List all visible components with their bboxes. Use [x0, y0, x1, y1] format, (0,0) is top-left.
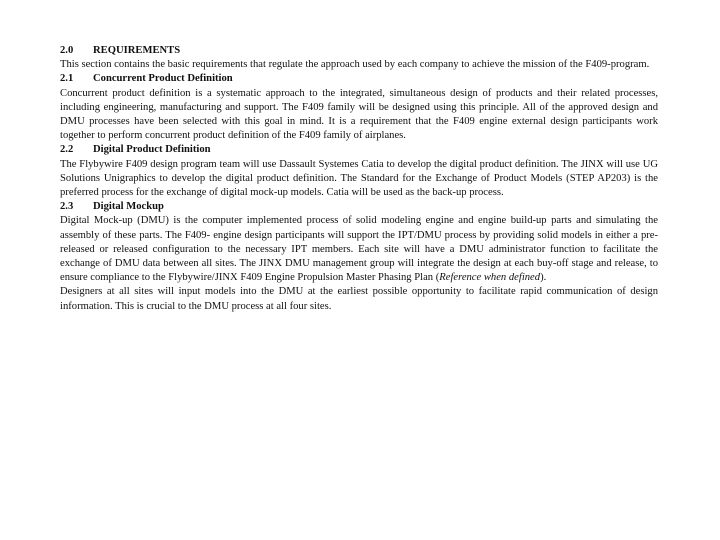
section-number: 2.0 [60, 45, 74, 56]
section-title: Digital Mockup [93, 201, 164, 213]
section-paragraph: Designers at all sites will input models into the DMU at the earliest possible opportunity to facilitate rapid communication of design information. This is crucial to the DMU process at all four sites. [60, 286, 658, 312]
paragraph-text-end: ). [540, 272, 547, 284]
section-heading-concurrent-product-definition [60, 72, 658, 86]
section-number: 2.2 [60, 144, 74, 156]
section-paragraph: This section contains the basic requirements that regulate the approach used by each company to achieve the mission of the F409-program. [60, 59, 650, 71]
section-heading-digital-product-definition [60, 143, 658, 157]
section-paragraph [60, 214, 658, 285]
section-title: Digital Product Definition [93, 144, 211, 156]
section-title: Concurrent Product Definition [93, 73, 233, 85]
reference-note: Reference when defined [439, 272, 541, 284]
paragraph-text: Digital Mock-up (DMU) is the computer implemented process of solid modeling engine and engine build-up parts and simulating the assembly of these parts. The F409- engine design participants will support the IPT/DMU process by providing solid models in either a pre-released or released configuration to the necessary IPT members. Each site will have a DMU administrator function to facilitate the exchange of DMU data between all sites. The JINX DMU management group will integrate the design at each buy-off stage and release, to ensure compliance to the Flybywire/JINX F409 Engine Propulsion Master Phasing Plan ( [60, 215, 658, 284]
section-heading-requirements [60, 44, 658, 58]
section-heading-digital-mockup [60, 200, 658, 214]
document-page [60, 44, 658, 314]
section-paragraph: Concurrent product definition is a systematic approach to the integrated, simultaneous design of products and their related processes, including engineering, manufacturing and support. The F409 family will be designed using this principle. All of the approved design and DMU processes have been selected with this goal in mind. It is a requirement that the F409 engine external design participants work together to perform concurrent product definition of the F409 family of airplanes. [60, 87, 658, 142]
section-title: REQUIREMENTS [93, 45, 181, 56]
section-number: 2.1 [60, 73, 74, 85]
section-number: 2.3 [60, 201, 74, 213]
section-paragraph: The Flybywire F409 design program team will use Dassault Systemes Catia to develop the digital product definition. The JINX will use UG Solutions Unigraphics to develop the digital product definition. The Standard for the Exchange of Product Models (STEP AP203) is the preferred process for the exchange of digital mock-up models. Catia will be used as the back-up process. [60, 158, 658, 199]
